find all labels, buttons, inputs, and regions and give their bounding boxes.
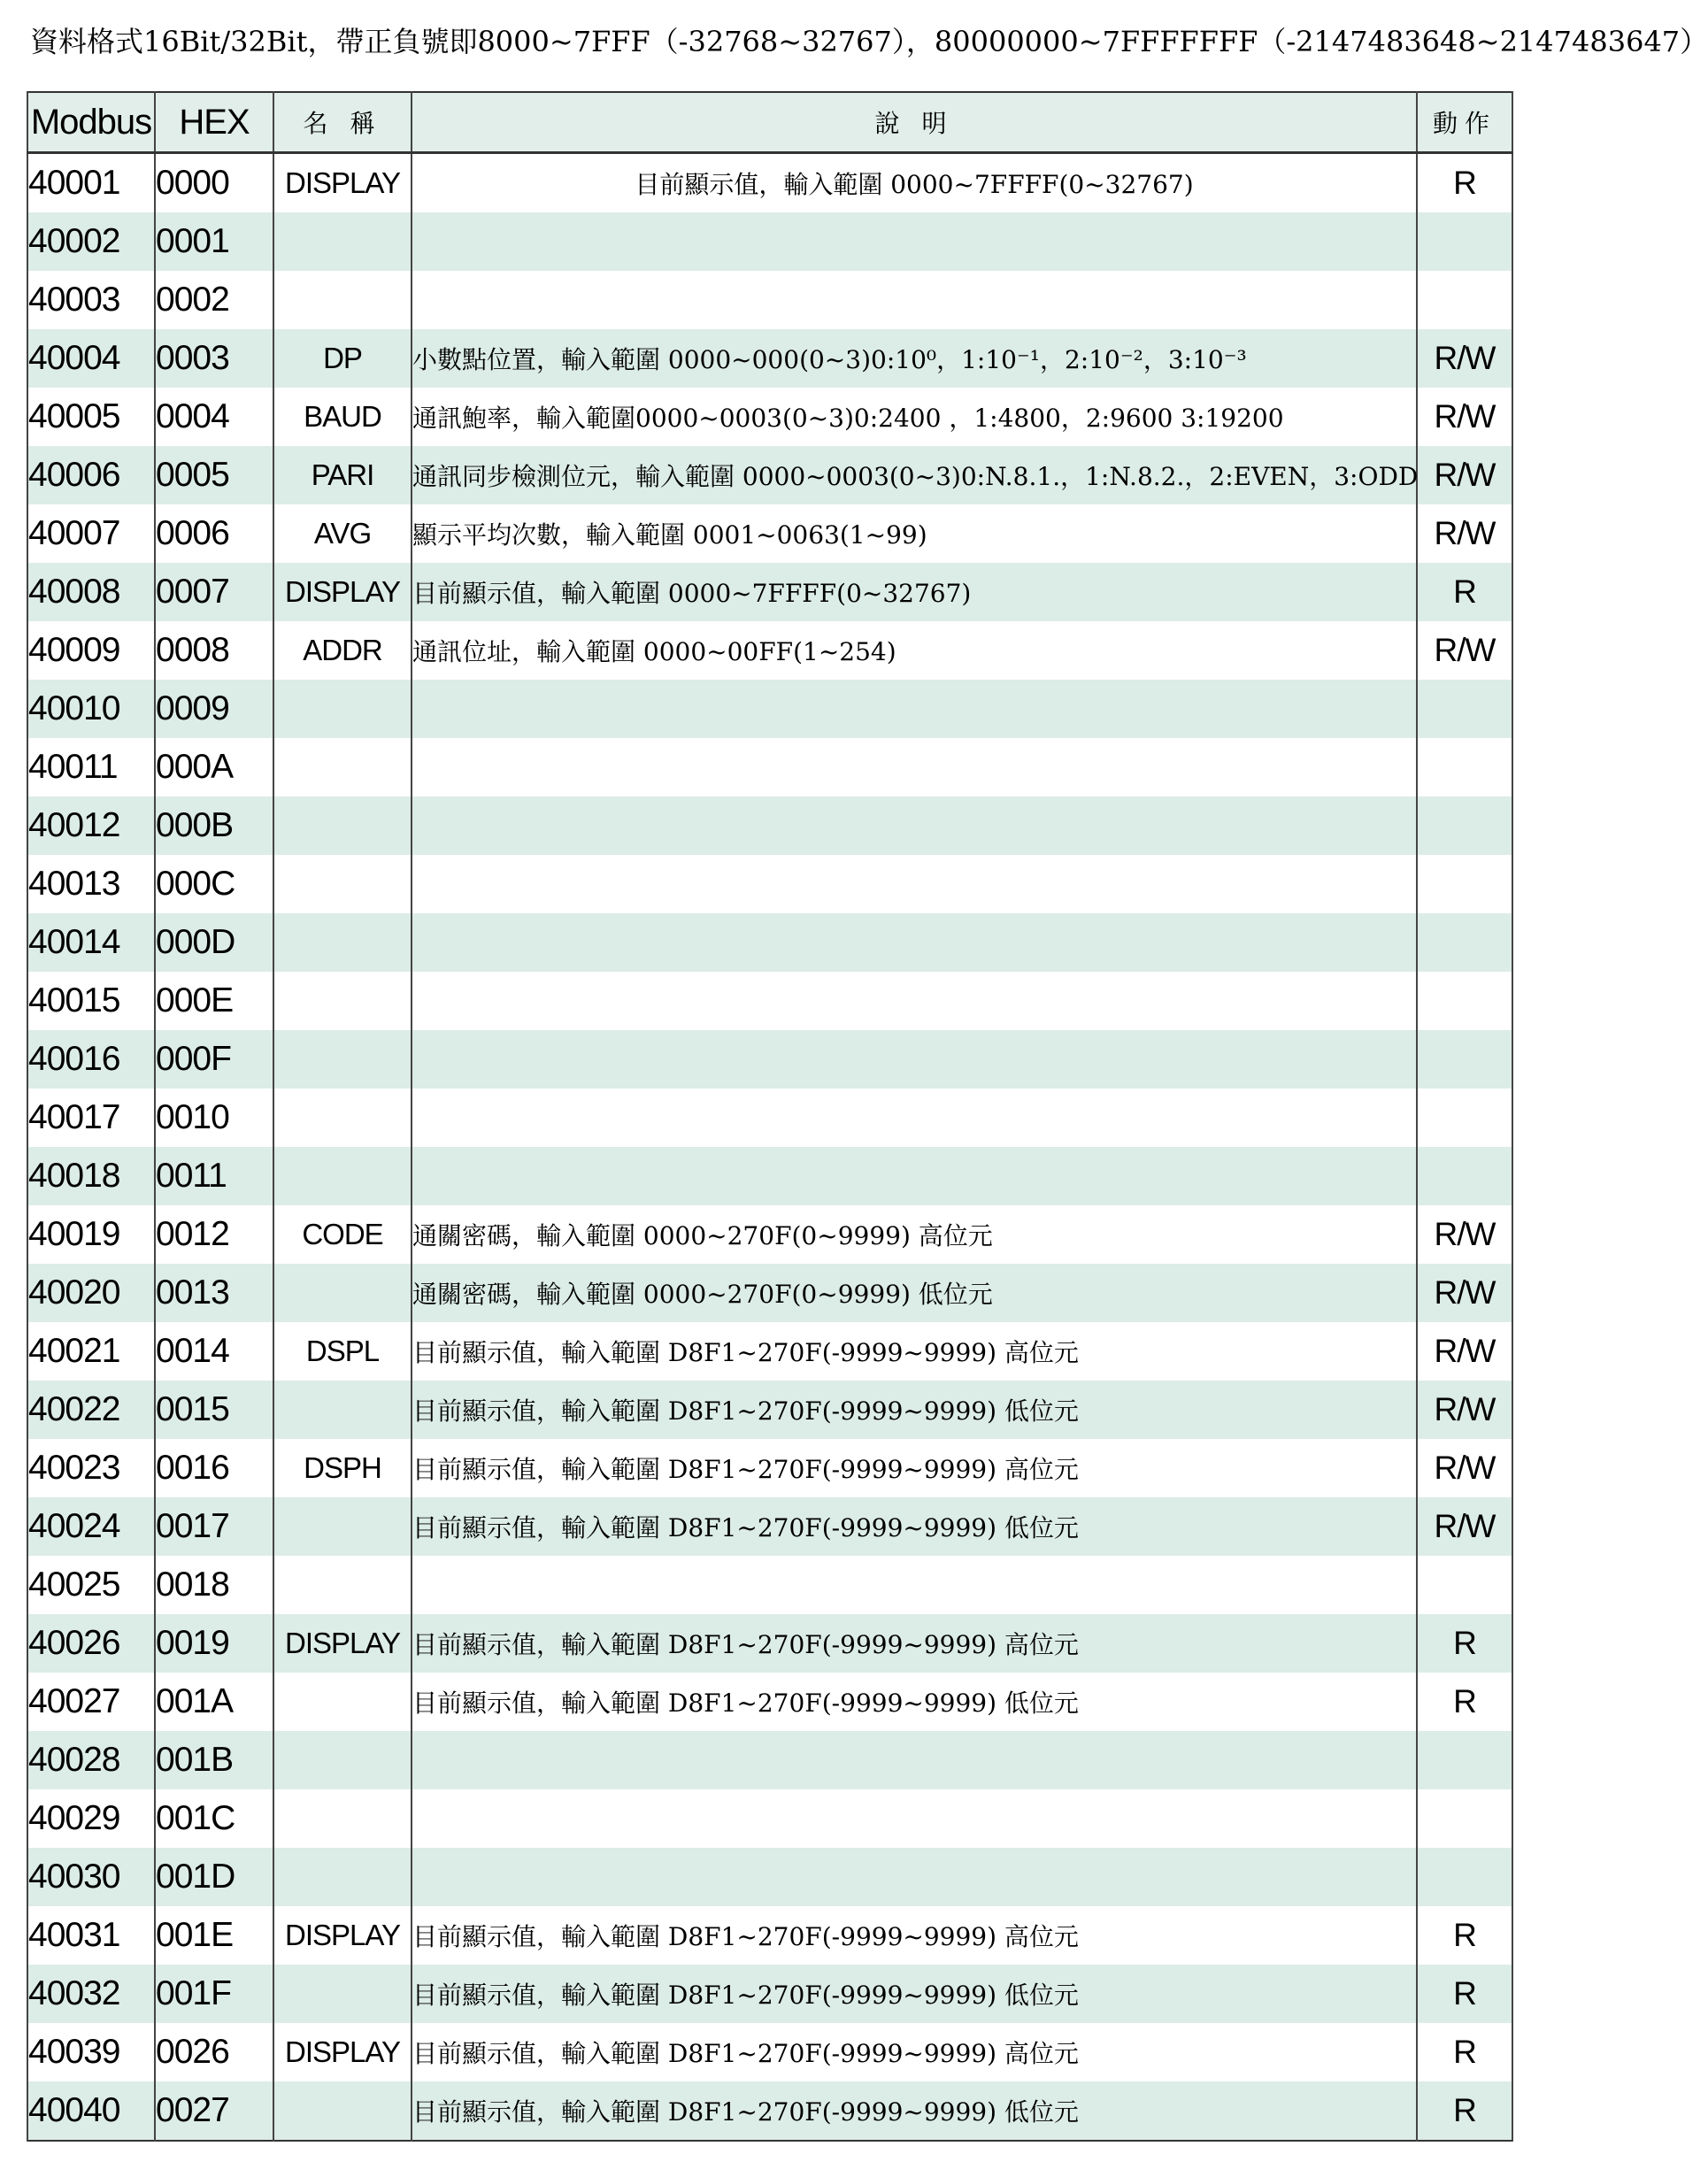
description-cell: 顯示平均次數，輸入範圍 0001~0063(1~99)	[412, 504, 1417, 563]
modbus-address-cell: 40021	[27, 1322, 155, 1381]
modbus-address-cell: 40024	[27, 1497, 155, 1556]
table-row	[27, 1906, 1512, 1965]
access-action-cell	[1417, 212, 1512, 271]
access-action-cell: R	[1417, 153, 1512, 213]
hex-address-cell: 0005	[155, 446, 273, 504]
register-name-cell: CODE	[273, 1205, 412, 1264]
description-cell	[412, 1848, 1417, 1906]
access-action-cell	[1417, 271, 1512, 329]
description-cell	[412, 212, 1417, 271]
register-name-cell	[273, 1731, 412, 1789]
access-action-cell: R	[1417, 1673, 1512, 1731]
column-header-modbus: Modbus	[27, 92, 155, 153]
modbus-address-cell: 40023	[27, 1439, 155, 1497]
hex-address-cell: 0007	[155, 563, 273, 621]
access-action-cell: R/W	[1417, 1322, 1512, 1381]
register-name-cell: DISPLAY	[273, 563, 412, 621]
hex-address-cell: 0026	[155, 2023, 273, 2081]
table-row	[27, 1556, 1512, 1614]
column-header-description: 說 明	[412, 92, 1417, 153]
hex-address-cell: 000E	[155, 972, 273, 1030]
table-row	[27, 1205, 1512, 1264]
description-cell	[412, 855, 1417, 913]
access-action-cell: R/W	[1417, 1439, 1512, 1497]
description-cell	[412, 1088, 1417, 1147]
modbus-address-cell: 40011	[27, 738, 155, 796]
access-action-cell: R	[1417, 1965, 1512, 2023]
modbus-address-cell: 40004	[27, 329, 155, 388]
register-name-cell	[273, 1497, 412, 1556]
register-name-cell	[273, 913, 412, 972]
table-row	[27, 680, 1512, 738]
register-name-cell: DISPLAY	[273, 1614, 412, 1673]
hex-address-cell: 001E	[155, 1906, 273, 1965]
table-row	[27, 1614, 1512, 1673]
hex-address-cell: 0001	[155, 212, 273, 271]
access-action-cell	[1417, 1030, 1512, 1088]
modbus-address-cell: 40031	[27, 1906, 155, 1965]
table-row	[27, 1673, 1512, 1731]
access-action-cell: R/W	[1417, 1497, 1512, 1556]
modbus-address-cell: 40028	[27, 1731, 155, 1789]
table-row	[27, 1848, 1512, 1906]
access-action-cell: R/W	[1417, 388, 1512, 446]
table-row	[27, 271, 1512, 329]
modbus-address-cell: 40030	[27, 1848, 155, 1906]
access-action-cell: R	[1417, 1614, 1512, 1673]
table-row	[27, 1030, 1512, 1088]
description-cell: 通訊同步檢測位元，輸入範圍 0000~0003(0~3)0:N.8.1.，1:N.8.2.，2:EVEN，3:ODD	[412, 446, 1417, 504]
access-action-cell: R/W	[1417, 504, 1512, 563]
description-cell: 目前顯示值，輸入範圍 D8F1~270F(-9999~9999) 高位元	[412, 1322, 1417, 1381]
description-cell	[412, 680, 1417, 738]
hex-address-cell: 001B	[155, 1731, 273, 1789]
modbus-address-cell: 40012	[27, 796, 155, 855]
table-row	[27, 1731, 1512, 1789]
hex-address-cell: 000F	[155, 1030, 273, 1088]
register-name-cell	[273, 2081, 412, 2141]
access-action-cell: R	[1417, 563, 1512, 621]
modbus-address-cell: 40010	[27, 680, 155, 738]
hex-address-cell: 000C	[155, 855, 273, 913]
table-row	[27, 1381, 1512, 1439]
table-row	[27, 738, 1512, 796]
access-action-cell: R/W	[1417, 1381, 1512, 1439]
column-header-hex: HEX	[155, 92, 273, 153]
access-action-cell	[1417, 1789, 1512, 1848]
access-action-cell	[1417, 913, 1512, 972]
modbus-address-cell: 40040	[27, 2081, 155, 2141]
access-action-cell: R/W	[1417, 329, 1512, 388]
register-name-cell	[273, 1088, 412, 1147]
register-name-cell: DSPH	[273, 1439, 412, 1497]
register-name-cell	[273, 271, 412, 329]
hex-address-cell: 000B	[155, 796, 273, 855]
register-name-cell	[273, 738, 412, 796]
hex-address-cell: 0013	[155, 1264, 273, 1322]
description-cell: 目前顯示值，輸入範圍 D8F1~270F(-9999~9999) 低位元	[412, 1497, 1417, 1556]
description-cell	[412, 1556, 1417, 1614]
description-cell	[412, 1731, 1417, 1789]
modbus-address-cell: 40025	[27, 1556, 155, 1614]
modbus-address-cell: 40002	[27, 212, 155, 271]
description-cell: 小數點位置，輸入範圍 0000~000(0~3)0:10⁰，1:10⁻¹，2:10⁻²，3:10⁻³	[412, 329, 1417, 388]
hex-address-cell: 0011	[155, 1147, 273, 1205]
hex-address-cell: 001A	[155, 1673, 273, 1731]
table-row	[27, 504, 1512, 563]
modbus-address-cell: 40029	[27, 1789, 155, 1848]
hex-address-cell: 0008	[155, 621, 273, 680]
hex-address-cell: 000D	[155, 913, 273, 972]
table-row	[27, 446, 1512, 504]
column-header-name: 名 稱	[273, 92, 412, 153]
description-cell	[412, 796, 1417, 855]
access-action-cell	[1417, 796, 1512, 855]
register-name-cell	[273, 680, 412, 738]
table-row	[27, 153, 1512, 213]
hex-address-cell: 001C	[155, 1789, 273, 1848]
description-cell: 通訊位址，輸入範圍 0000~00FF(1~254)	[412, 621, 1417, 680]
column-header-action: 動作	[1417, 92, 1512, 153]
table-row	[27, 1147, 1512, 1205]
hex-address-cell: 0018	[155, 1556, 273, 1614]
register-name-cell	[273, 796, 412, 855]
modbus-address-cell: 40005	[27, 388, 155, 446]
register-name-cell: BAUD	[273, 388, 412, 446]
table-row	[27, 2023, 1512, 2081]
register-name-cell	[273, 1556, 412, 1614]
modbus-address-cell: 40003	[27, 271, 155, 329]
access-action-cell: R/W	[1417, 621, 1512, 680]
table-row	[27, 1264, 1512, 1322]
hex-address-cell: 0002	[155, 271, 273, 329]
table-row	[27, 1088, 1512, 1147]
access-action-cell: R/W	[1417, 1205, 1512, 1264]
access-action-cell	[1417, 738, 1512, 796]
hex-address-cell: 000A	[155, 738, 273, 796]
description-cell: 目前顯示值，輸入範圍 D8F1~270F(-9999~9999) 低位元	[412, 2081, 1417, 2141]
register-name-cell	[273, 1381, 412, 1439]
access-action-cell	[1417, 972, 1512, 1030]
modbus-address-cell: 40007	[27, 504, 155, 563]
description-cell: 通關密碼，輸入範圍 0000~270F(0~9999) 高位元	[412, 1205, 1417, 1264]
hex-address-cell: 0006	[155, 504, 273, 563]
access-action-cell: R	[1417, 2081, 1512, 2141]
description-cell: 目前顯示值，輸入範圍 D8F1~270F(-9999~9999) 低位元	[412, 1673, 1417, 1731]
hex-address-cell: 0003	[155, 329, 273, 388]
description-cell: 通關密碼，輸入範圍 0000~270F(0~9999) 低位元	[412, 1264, 1417, 1322]
table-row	[27, 913, 1512, 972]
register-table	[27, 91, 1513, 2142]
modbus-address-cell: 40032	[27, 1965, 155, 2023]
modbus-address-cell: 40006	[27, 446, 155, 504]
header-note: 資料格式16Bit/32Bit，帶正負號即8000~7FFF（-32768~32767），80000000~7FFFFFFF（-2147483648~2147483647）	[30, 25, 1708, 58]
hex-address-cell: 0010	[155, 1088, 273, 1147]
register-name-cell: ADDR	[273, 621, 412, 680]
register-name-cell	[273, 1147, 412, 1205]
table-row	[27, 1439, 1512, 1497]
modbus-address-cell: 40001	[27, 153, 155, 213]
modbus-address-cell: 40009	[27, 621, 155, 680]
modbus-address-cell: 40027	[27, 1673, 155, 1731]
hex-address-cell: 001F	[155, 1965, 273, 2023]
modbus-address-cell: 40039	[27, 2023, 155, 2081]
register-name-cell: DISPLAY	[273, 2023, 412, 2081]
description-cell	[412, 738, 1417, 796]
register-name-cell	[273, 212, 412, 271]
description-cell	[412, 1147, 1417, 1205]
modbus-address-cell: 40014	[27, 913, 155, 972]
description-cell: 目前顯示值，輸入範圍 0000~7FFFF(0~32767)	[412, 153, 1417, 213]
modbus-address-cell: 40020	[27, 1264, 155, 1322]
description-cell	[412, 271, 1417, 329]
register-name-cell: PARI	[273, 446, 412, 504]
register-name-cell	[273, 855, 412, 913]
description-cell: 目前顯示值，輸入範圍 D8F1~270F(-9999~9999) 高位元	[412, 1614, 1417, 1673]
description-cell	[412, 913, 1417, 972]
access-action-cell	[1417, 1088, 1512, 1147]
table-row	[27, 796, 1512, 855]
modbus-address-cell: 40008	[27, 563, 155, 621]
modbus-address-cell: 40015	[27, 972, 155, 1030]
description-cell: 目前顯示值，輸入範圍 D8F1~270F(-9999~9999) 高位元	[412, 1906, 1417, 1965]
hex-address-cell: 0015	[155, 1381, 273, 1439]
register-name-cell	[273, 1673, 412, 1731]
description-cell: 目前顯示值，輸入範圍 0000~7FFFF(0~32767)	[412, 563, 1417, 621]
description-cell: 目前顯示值，輸入範圍 D8F1~270F(-9999~9999) 低位元	[412, 1381, 1417, 1439]
table-row	[27, 1497, 1512, 1556]
modbus-address-cell: 40016	[27, 1030, 155, 1088]
hex-address-cell: 0017	[155, 1497, 273, 1556]
table-row	[27, 388, 1512, 446]
hex-address-cell: 0019	[155, 1614, 273, 1673]
access-action-cell: R/W	[1417, 446, 1512, 504]
modbus-address-cell: 40018	[27, 1147, 155, 1205]
access-action-cell: R/W	[1417, 1264, 1512, 1322]
hex-address-cell: 0014	[155, 1322, 273, 1381]
table-row	[27, 1322, 1512, 1381]
modbus-address-cell: 40019	[27, 1205, 155, 1264]
description-cell: 目前顯示值，輸入範圍 D8F1~270F(-9999~9999) 高位元	[412, 2023, 1417, 2081]
table-header-row	[27, 92, 1512, 153]
table-row	[27, 212, 1512, 271]
access-action-cell: R	[1417, 1906, 1512, 1965]
register-name-cell	[273, 1030, 412, 1088]
hex-address-cell: 0012	[155, 1205, 273, 1264]
description-cell: 目前顯示值，輸入範圍 D8F1~270F(-9999~9999) 高位元	[412, 1439, 1417, 1497]
modbus-address-cell: 40022	[27, 1381, 155, 1439]
register-name-cell: DISPLAY	[273, 153, 412, 213]
register-name-cell: DSPL	[273, 1322, 412, 1381]
hex-address-cell: 0016	[155, 1439, 273, 1497]
table-body	[27, 153, 1512, 2142]
table-row	[27, 563, 1512, 621]
access-action-cell	[1417, 855, 1512, 913]
hex-address-cell: 0027	[155, 2081, 273, 2141]
description-cell: 通訊鮑率，輸入範圍0000~0003(0~3)0:2400 ，1:4800，2:9600 3:19200	[412, 388, 1417, 446]
access-action-cell	[1417, 1848, 1512, 1906]
access-action-cell	[1417, 1147, 1512, 1205]
table-row	[27, 1789, 1512, 1848]
access-action-cell: R	[1417, 2023, 1512, 2081]
hex-address-cell: 0004	[155, 388, 273, 446]
modbus-address-cell: 40026	[27, 1614, 155, 1673]
hex-address-cell: 0009	[155, 680, 273, 738]
register-name-cell	[273, 972, 412, 1030]
hex-address-cell: 001D	[155, 1848, 273, 1906]
register-name-cell	[273, 1848, 412, 1906]
description-cell	[412, 972, 1417, 1030]
description-cell	[412, 1030, 1417, 1088]
register-name-cell	[273, 1264, 412, 1322]
description-cell	[412, 1789, 1417, 1848]
register-name-cell: DISPLAY	[273, 1906, 412, 1965]
table-row	[27, 621, 1512, 680]
table-row	[27, 329, 1512, 388]
access-action-cell	[1417, 1731, 1512, 1789]
access-action-cell	[1417, 680, 1512, 738]
modbus-address-cell: 40013	[27, 855, 155, 913]
access-action-cell	[1417, 1556, 1512, 1614]
register-name-cell	[273, 1789, 412, 1848]
register-name-cell	[273, 1965, 412, 2023]
hex-address-cell: 0000	[155, 153, 273, 213]
table-row	[27, 855, 1512, 913]
description-cell: 目前顯示值，輸入範圍 D8F1~270F(-9999~9999) 低位元	[412, 1965, 1417, 2023]
table-row	[27, 972, 1512, 1030]
register-name-cell: AVG	[273, 504, 412, 563]
register-name-cell: DP	[273, 329, 412, 388]
table-row	[27, 2081, 1512, 2141]
modbus-address-cell: 40017	[27, 1088, 155, 1147]
table-row	[27, 1965, 1512, 2023]
